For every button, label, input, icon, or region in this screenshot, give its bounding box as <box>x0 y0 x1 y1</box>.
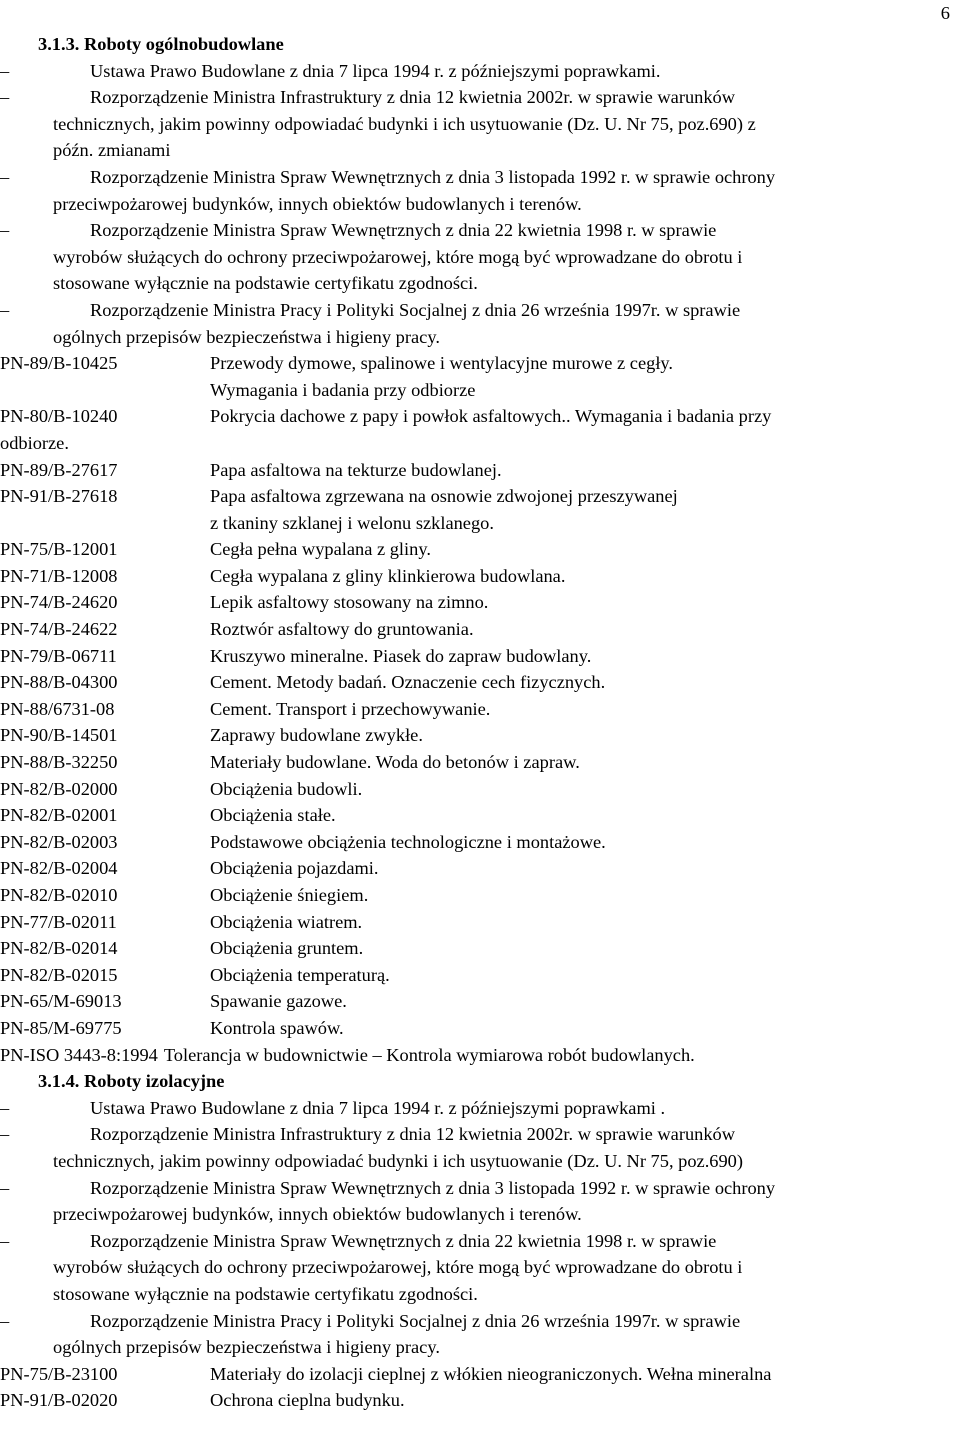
list-dash: – <box>0 60 10 81</box>
standard-row <box>0 563 958 590</box>
standard-code: PN-82/B-02015 <box>0 964 118 985</box>
document-page <box>0 31 958 1414</box>
standard-code: PN-ISO 3443-8:1994 <box>0 1044 158 1065</box>
legal-item-text: Rozporządzenie Ministra Spraw Wewnętrznych z dnia 22 kwietnia 1998 r. w sprawie <box>90 1230 717 1251</box>
standard-code: PN-85/M-69775 <box>0 1017 122 1038</box>
legal-item-text: technicznych, jakim powinny odpowiadać budynki i ich usytuowanie (Dz. U. Nr 75, poz.690) <box>53 1150 743 1171</box>
legal-item <box>0 1121 958 1174</box>
legal-item-text: ogólnych przepisów bezpieczeństwa i higieny pracy. <box>53 1337 440 1358</box>
standard-title: z tkaniny szklanej i welonu szklanego. <box>210 512 494 533</box>
page-number: 6 <box>940 3 950 23</box>
legal-item-text: Rozporządzenie Ministra Spraw Wewnętrznych z dnia 22 kwietnia 1998 r. w sprawie <box>90 220 717 241</box>
standard-title: Ochrona cieplna budynku. <box>210 1390 405 1411</box>
standard-row <box>0 457 958 484</box>
list-dash: – <box>0 1310 10 1331</box>
standard-title: Przewody dymowe, spalinowe i wentylacyjne murowe z cegły. <box>210 353 674 374</box>
standard-title: Obciążenia temperaturą. <box>210 964 390 985</box>
standard-code: PN-82/B-02001 <box>0 805 118 826</box>
standard-title: Lepik asfaltowy stosowany na zimno. <box>210 592 489 613</box>
legal-item-text: Rozporządzenie Ministra Spraw Wewnętrznych z dnia 3 listopada 1992 r. w sprawie ochrony <box>90 166 776 187</box>
standard-row <box>0 483 958 536</box>
section-1 <box>0 31 958 1068</box>
standard-row <box>0 1042 958 1069</box>
standard-title: Pokrycia dachowe z papy i powłok asfaltowych.. Wymagania i badania przy <box>210 406 772 427</box>
standard-row <box>0 669 958 696</box>
legal-item-text: Ustawa Prawo Budowlane z dnia 7 lipca 1994 r. z późniejszymi poprawkami. <box>90 60 661 81</box>
standard-code: PN-75/B-23100 <box>0 1363 118 1384</box>
standard-row <box>0 802 958 829</box>
legal-item-text: Rozporządzenie Ministra Infrastruktury z dnia 12 kwietnia 2002r. w sprawie warunków <box>90 1124 736 1145</box>
legal-item-text: późn. zmianami <box>53 140 171 161</box>
standard-title: Cegła pełna wypalana z gliny. <box>210 539 431 560</box>
legal-item-text: przeciwpożarowej budynków, innych obiektów budowlanych i terenów. <box>53 193 582 214</box>
standard-title: Obciążenia stałe. <box>210 805 336 826</box>
standard-title: Spawanie gazowe. <box>210 991 347 1012</box>
legal-item-text: Rozporządzenie Ministra Infrastruktury z dnia 12 kwietnia 2002r. w sprawie warunków <box>90 87 736 108</box>
standard-code: PN-82/B-02010 <box>0 885 118 905</box>
standard-code: PN-91/B-02020 <box>0 1390 118 1411</box>
legal-item-text: przeciwpożarowej budynków, innych obiektów budowlanych i terenów. <box>53 1204 582 1225</box>
section-2 <box>0 1068 958 1414</box>
standard-title: Kontrola spawów. <box>210 1017 344 1038</box>
standard-code: PN-82/B-02004 <box>0 858 118 879</box>
standard-row <box>0 988 958 1015</box>
standard-title: Zaprawy budowlane zwykłe. <box>210 725 423 746</box>
list-dash: – <box>0 1230 10 1251</box>
standard-row <box>0 1387 958 1414</box>
standard-code: PN-89/B-27617 <box>0 459 118 480</box>
list-dash: – <box>0 1177 10 1198</box>
standard-title: Tolerancja w budownictwie – Kontrola wymiarowa robót budowlanych. <box>163 1044 695 1065</box>
standard-code: PN-89/B-10425 <box>0 353 118 374</box>
standard-code: PN-80/B-10240 <box>0 406 118 427</box>
list-dash: – <box>0 299 10 320</box>
legal-item-text: wyrobów służących do ochrony przeciwpożarowej, które mogą być wprowadzane do obrotu i <box>53 1257 743 1278</box>
standard-row <box>0 855 958 882</box>
list-dash: – <box>0 166 10 187</box>
legal-item <box>0 1228 958 1308</box>
standard-row <box>0 962 958 989</box>
legal-item-text: stosowane wyłącznie na podstawie certyfikatu zgodności. <box>53 1283 478 1304</box>
legal-item <box>0 1175 958 1228</box>
standard-row <box>0 536 958 563</box>
standard-title: Obciążenia gruntem. <box>210 938 364 959</box>
standard-title: Cement. Transport i przechowywanie. <box>210 698 491 719</box>
standard-code: PN-88/6731-08 <box>0 698 115 719</box>
legal-item-text: wyrobów służących do ochrony przeciwpożarowej, które mogą być wprowadzane do obrotu i <box>53 246 743 267</box>
standard-title: Cement. Metody badań. Oznaczenie cech fizycznych. <box>210 672 606 693</box>
legal-item-text: Rozporządzenie Ministra Pracy i Polityki Socjalnej z dnia 26 września 1997r. w sprawie <box>90 1310 741 1331</box>
standard-title: Obciążenia wiatrem. <box>210 911 363 932</box>
legal-item <box>0 217 958 297</box>
standard-code: PN-82/B-02000 <box>0 778 118 799</box>
legal-item <box>0 1308 958 1361</box>
standard-row <box>0 403 958 456</box>
standard-row <box>0 643 958 670</box>
standard-title: Materiały budowlane. Woda do betonów i zapraw. <box>210 752 580 773</box>
standard-code: PN-65/M-69013 <box>0 991 122 1012</box>
standard-title: Materiały do izolacji cieplnej z włókien nieograniczonych. Wełna mineralna <box>210 1363 772 1384</box>
standard-title: Obciążenia pojazdami. <box>210 858 379 879</box>
standard-code: PN-77/B-02011 <box>0 911 117 932</box>
legal-item-text: Rozporządzenie Ministra Spraw Wewnętrznych z dnia 3 listopada 1992 r. w sprawie ochrony <box>90 1177 776 1198</box>
list-dash: – <box>0 1124 10 1145</box>
standard-code: PN-82/B-02003 <box>0 831 118 852</box>
legal-item <box>0 297 958 350</box>
standard-code: PN-74/B-24620 <box>0 592 118 613</box>
section-heading: 3.1.4. Roboty izolacyjne <box>38 1071 225 1092</box>
standard-row <box>0 776 958 803</box>
standard-title: Papa asfaltowa zgrzewana na osnowie zdwojonej przeszywanej <box>210 486 678 507</box>
standard-row <box>0 1361 958 1388</box>
legal-item-text: technicznych, jakim powinny odpowiadać budynki i ich usytuowanie (Dz. U. Nr 75, poz.690) z <box>53 113 756 134</box>
standard-row <box>0 909 958 936</box>
standard-code: PN-90/B-14501 <box>0 725 118 746</box>
legal-item-text: Rozporządzenie Ministra Pracy i Polityki Socjalnej z dnia 26 września 1997r. w sprawie <box>90 299 741 320</box>
standard-title: Kruszywo mineralne. Piasek do zapraw budowlany. <box>210 645 592 666</box>
list-dash: – <box>0 220 10 241</box>
legal-item <box>0 84 958 164</box>
standard-row <box>0 616 958 643</box>
standard-row <box>0 722 958 749</box>
standard-title: Roztwór asfaltowy do gruntowania. <box>210 619 474 640</box>
standard-row <box>0 935 958 962</box>
legal-item <box>0 164 958 217</box>
standard-row <box>0 1015 958 1042</box>
legal-item-text: Ustawa Prawo Budowlane z dnia 7 lipca 1994 r. z późniejszymi poprawkami . <box>90 1097 666 1118</box>
standard-row <box>0 749 958 776</box>
section-heading: 3.1.3. Roboty ogólnobudowlane <box>38 34 284 54</box>
standard-row <box>0 829 958 856</box>
legal-item <box>0 58 958 85</box>
standard-title: Cegła wypalana z gliny klinkierowa budowlana. <box>210 565 566 586</box>
standard-code: PN-71/B-12008 <box>0 565 118 586</box>
legal-item-text: ogólnych przepisów bezpieczeństwa i higieny pracy. <box>53 326 440 347</box>
standard-title: Papa asfaltowa na tekturze budowlanej. <box>210 459 502 480</box>
standard-row <box>0 589 958 616</box>
standard-code: PN-82/B-02014 <box>0 938 118 959</box>
standard-row <box>0 882 958 909</box>
standard-code: PN-88/B-04300 <box>0 672 118 693</box>
standard-code: PN-88/B-32250 <box>0 752 118 773</box>
standard-title: Obciążenia budowli. <box>210 778 363 799</box>
standard-title: Wymagania i badania przy odbiorze <box>210 379 476 400</box>
standard-title: Podstawowe obciążenia technologiczne i montażowe. <box>210 831 606 852</box>
legal-item <box>0 1095 958 1122</box>
list-dash: – <box>0 1097 10 1118</box>
standard-row <box>0 350 958 403</box>
standard-code: PN-91/B-27618 <box>0 486 118 507</box>
standard-row <box>0 696 958 723</box>
standard-code: PN-75/B-12001 <box>0 539 118 560</box>
standard-title: Obciążenie śniegiem. <box>210 885 369 905</box>
legal-item-text: stosowane wyłącznie na podstawie certyfikatu zgodności. <box>53 273 478 294</box>
standard-code: PN-79/B-06711 <box>0 645 117 666</box>
list-dash: – <box>0 87 10 108</box>
standard-code: PN-74/B-24622 <box>0 619 118 640</box>
standard-title-continuation: odbiorze. <box>0 432 69 453</box>
